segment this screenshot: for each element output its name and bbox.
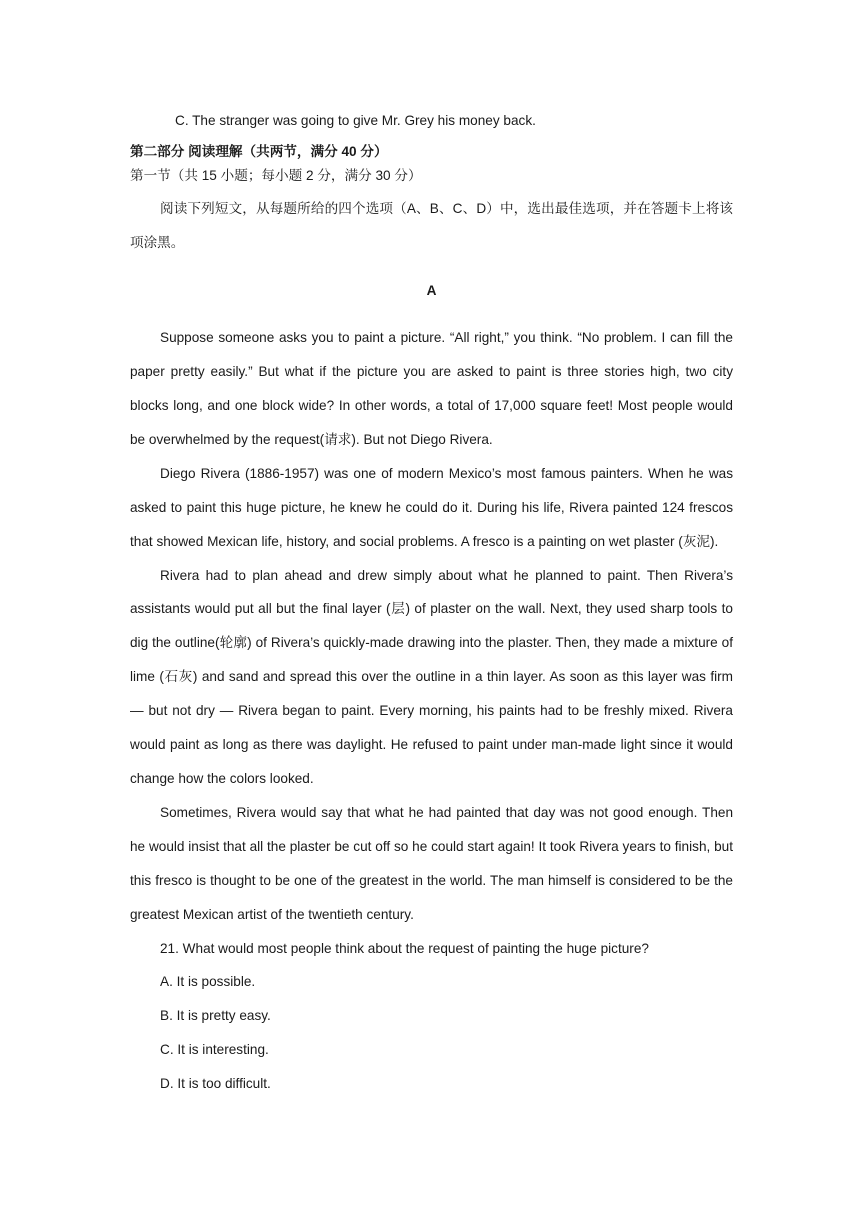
passage-paragraph: Diego Rivera (1886-1957) was one of modern Mexico’s most famous painters. When he was asked to paint this huge picture, he knew he could do it. During his life, Rivera painted 124 frescos that showed Mexican life, history, and social problems. A fresco is a painting on wet plaster (灰泥). — [130, 465, 733, 549]
previous-question-option: C. The stranger was going to give Mr. Grey his money back. — [175, 113, 536, 128]
question-stem: 21. What would most people think about the request of painting the huge picture? — [160, 940, 649, 956]
instructions: 阅读下列短文，从每题所给的四个选项（A、B、C、D）中，选出最佳选项，并在答题卡上将该项涂黑。 — [130, 201, 733, 250]
passage-paragraph: Sometimes, Rivera would say that what he had painted that day was not good enough. Then he would insist that all the plaster be cut off so he could start again! It took Rivera years to finish, but this fresco is thought to be one of the greatest in the world. The man himself is considered to be the greatest Mexican artist of the twentieth century. — [130, 804, 733, 922]
passage-paragraph: Rivera had to plan ahead and drew simply about what he planned to paint. Then Rivera’s assistants would put all but the final layer (层) of plaster on the wall. Next, they used sharp tools to dig the outline(轮廓) of Rivera’s quickly-made drawing into the plaster. Then, they made a mixture of lime (石灰) and sand and spread this over the outline in a thin layer. As soon as this layer was firm — but not dry — Rivera began to paint. Every morning, his paints had to be freshly mixed. Rivera would paint as long as there was daylight. He refused to paint under man-made light since it would change how the colors looked. — [130, 567, 733, 786]
answer-option-b: B. It is pretty easy. — [160, 1008, 271, 1024]
part-heading: 第二部分 阅读理解（共两节，满分 40 分） — [130, 144, 388, 159]
answer-option-d: D. It is too difficult. — [160, 1076, 271, 1092]
passage-paragraph: Suppose someone asks you to paint a picture. “All right,” you think. “No problem. I can fill the paper pretty easily.” But what if the picture you are asked to paint is three stories high, two city blocks long, and one block wide? In other words, a total of 17,000 square feet! Most people would be overwhelmed by the request(请求). But not Diego Rivera. — [130, 330, 733, 447]
section-heading: 第一节（共 15 小题；每小题 2 分，满分 30 分） — [130, 168, 422, 183]
answer-option-c: C. It is interesting. — [160, 1042, 269, 1058]
document-page — [130, 104, 733, 1101]
passage-label: A — [426, 282, 437, 298]
answer-option-a: A. It is possible. — [160, 974, 256, 990]
